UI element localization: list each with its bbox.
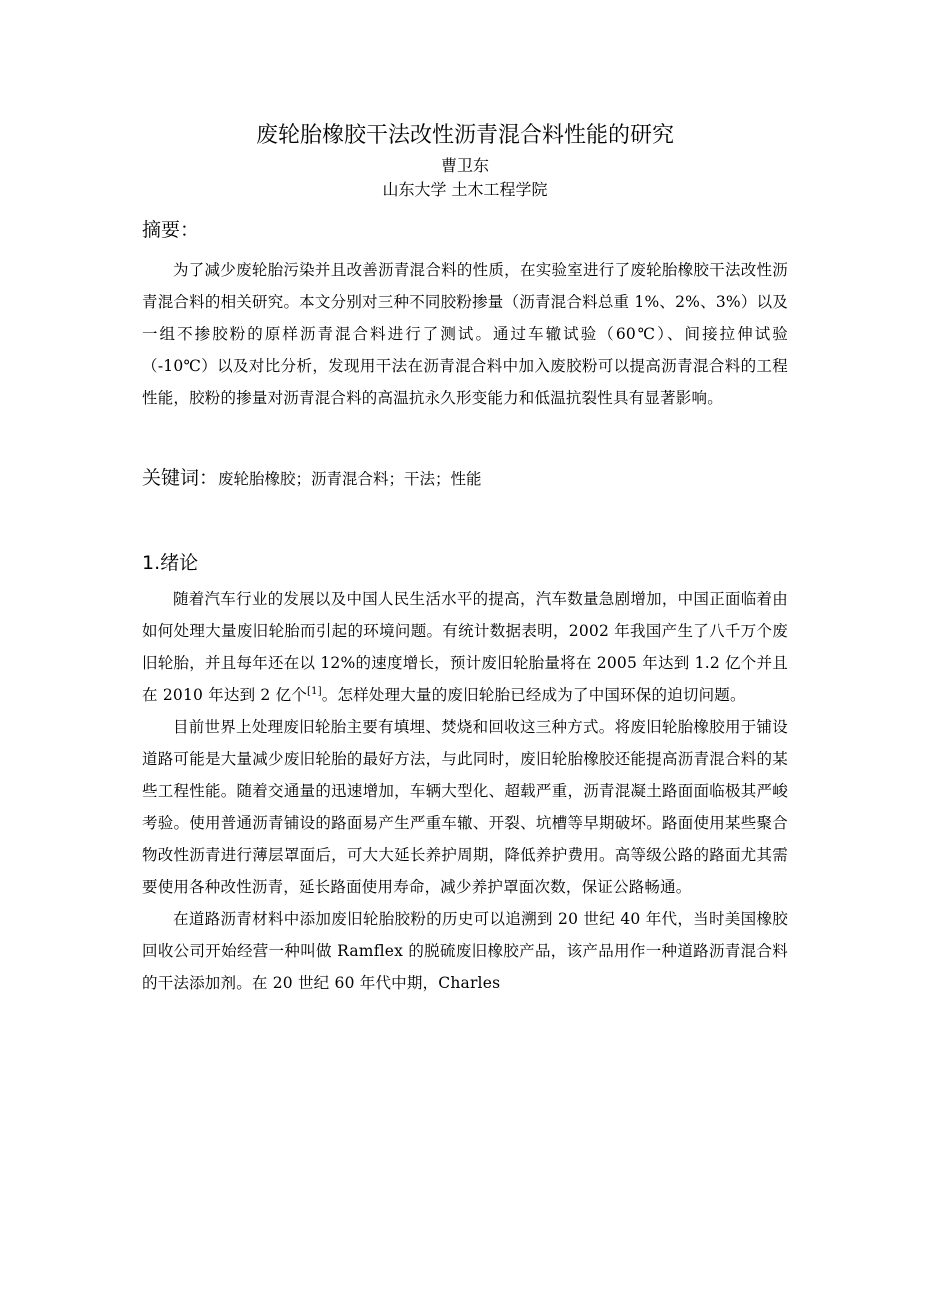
paragraph-1-text-before-citation: 随着汽车行业的发展以及中国人民生活水平的提高，汽车数量急剧增加，中国正面临着由如何处理大量废旧轮胎而引起的环境问题。有统计数据表明，2002 年我国产生了八千万个废旧轮胎，并且每年还在以 12%的速度增长，预计废旧轮胎量将在 2005 年达到 1.2 亿个并且在 2010 年达到 2 亿个 <box>142 590 788 704</box>
introduction-paragraph-3: 在道路沥青材料中添加废旧轮胎胶粉的历史可以追溯到 20 世纪 40 年代，当时美国橡胶回收公司开始经营一种叫做 Ramflex 的脱硫废旧橡胶产品，该产品用作一种道路沥青混合料的干法添加剂。在 20 世纪 60 年代中期，Charles <box>142 910 788 992</box>
citation-1[interactable]: [1] <box>307 685 322 697</box>
author-affiliation: 山东大学 土木工程学院 <box>382 180 548 199</box>
introduction-paragraph-2: 目前世界上处理废旧轮胎主要有填埋、焚烧和回收这三种方式。将废旧轮胎橡胶用于铺设道路可能是大量减少废旧轮胎的最好方法，与此同时，废旧轮胎橡胶还能提高沥青混合料的某些工程性能。随着交通量的迅速增加，车辆大型化、超载严重，沥青混凝土路面面临极其严峻考验。使用普通沥青铺设的路面易产生严重车辙、开裂、坑槽等早期破坏。路面使用某些聚合物改性沥青进行薄层罩面后，可大大延长养护周期，降低养护费用。高等级公路的路面尤其需要使用各种改性沥青，延长路面使用寿命，减少养护罩面次数，保证公路畅通。 <box>142 718 788 896</box>
paper-page <box>142 118 788 999</box>
keywords-label: 关键词： <box>142 467 219 489</box>
introduction-heading: 1.绪论 <box>142 552 199 574</box>
paragraph-1-text-after-citation: 。怎样处理大量的废旧轮胎已经成为了中国环保的迫切问题。 <box>321 686 746 704</box>
paper-title: 废轮胎橡胶干法改性沥青混合料性能的研究 <box>255 123 674 148</box>
abstract-text: 为了减少废轮胎污染并且改善沥青混合料的性质，在实验室进行了废轮胎橡胶干法改性沥青混合料的相关研究。本文分别对三种不同胶粉掺量（沥青混合料总重 1%、2%、3%）以及一组不掺胶粉的原样沥青混合料进行了测试。通过车辙试验（60℃）、间接拉伸试验（-10℃）以及对比分析，发现用干法在沥青混合料中加入废胶粉可以提高沥青混合料的工程性能，胶粉的掺量对沥青混合料的高温抗永久形变能力和低温抗裂性具有显著影响。 <box>142 261 788 407</box>
keywords-text: 废轮胎橡胶；沥青混合料；干法；性能 <box>218 470 482 488</box>
keywords-row <box>142 462 788 495</box>
introduction-paragraph-1 <box>142 583 788 711</box>
abstract-heading: 摘要： <box>142 219 200 241</box>
author-name: 曹卫东 <box>440 156 489 175</box>
